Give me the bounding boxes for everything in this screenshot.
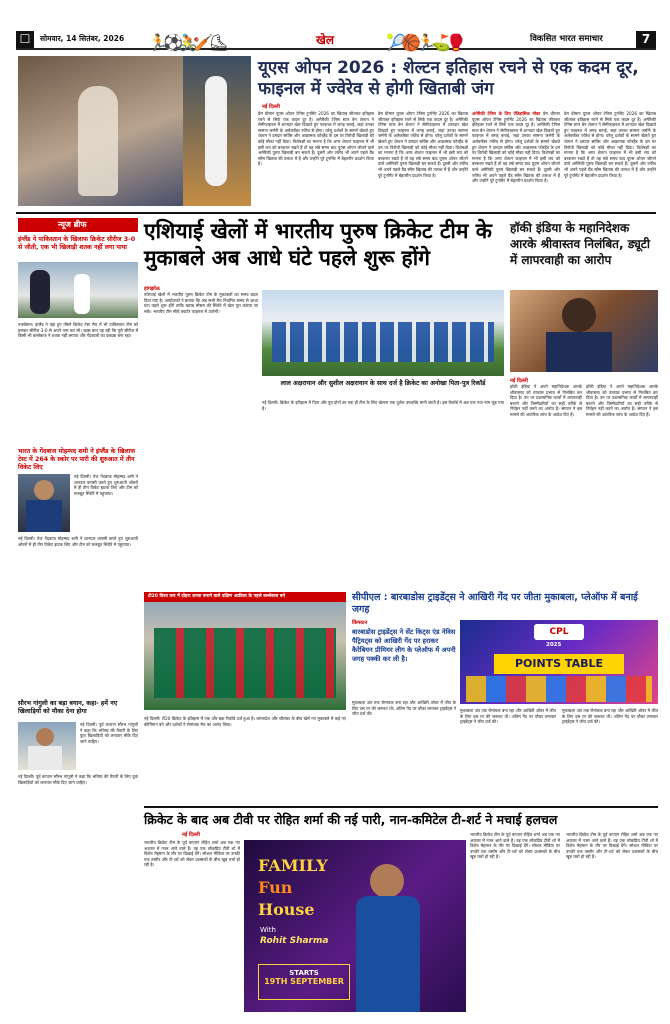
news-brief-label: न्यूज ब्रीफ	[18, 218, 138, 232]
us-open-body-col2: प्रेम धीमान यूएस ओपन टेनिस टूर्नामेंट 2026 का खिताब जीतकर इतिहास रचने से सिर्फ एक कदम दूर है। अमेरिकी टेनिस स्टार बेन शेल्टन ने सेमीफाइनल में शानदार खेल दिखाते हुए फाइनल में जगह बनाई, जहां उनका सामना जर्मनी के अलेक्जेंडर ज्वेरेव से होगा। घरेलू दर्शकों के सामने खेलते हुए शेल्टन ने दमदार सर्विस और आक्रामक फोरहैंड के दम पर विरोधी खिलाड़ी को कोई मौका नहीं दिया। विशेषज्ञों का मानना है कि अगर शेल्टन फाइनल में भी इसी लय को बरकरार रखते हैं तो वह लंबे समय बाद यूएस ओपन जीतने वाले अमेरिकी पुरुष खिलाड़ी बन सकते हैं। दूसरी ओर ज्वेरेव भी अपने पहले ग्रैंड स्लैम खिताब की तलाश में हैं और उन्होंने पूरे टूर्नामेंट में बेहतरीन प्रदर्शन किया है।	[378, 111, 468, 178]
banner-line2: Fun	[258, 878, 293, 897]
asian-games-byline: हांगझोऊ	[144, 286, 160, 292]
rohit-headline: क्रिकेट के बाद अब टीवी पर रोहित शर्मा की नई पारी, नान-कमिटेल टी-शर्ट ने मचाई हलचल	[144, 812, 558, 827]
us-open-subhead: अमेरिकी टेनिस के लिए ऐतिहासिक मौका	[472, 111, 541, 116]
sport-silhouettes-left	[146, 33, 296, 52]
banner-name: Rohit Sharma	[260, 936, 329, 946]
rohit-body-col1: भारतीय क्रिकेट टीम के पूर्व कप्तान रोहित शर्मा अब एक नए अवतार में नजर आने वाले हैं। वह एक लोकप्रिय टीवी शो में विशेष मेहमान के तौर पर दिखाई देंगे। सोशल मीडिया पर उनकी एक तस्वीर और टी-शर्ट को लेकर प्रशंसकों के बीच खूब चर्चा हो रही है।	[144, 840, 240, 868]
cpl-logo: CPL	[534, 624, 584, 640]
cpl-body-col3: मुकाबला अंत तक रोमांचक बना रहा और आखिरी ओवर में जीत के लिए दस रन की जरूरत थी। अंतिम गेंद पर चौका लगाकर ट्राइडेंट्स ने जीत दर्ज की।	[562, 708, 658, 725]
us-open-headline: यूएस ओपन 2026 : शेल्टन इतिहास रचने से एक कदम दूर, फाइनल में ज्वेरेव से होगी खिताबी जंग	[258, 58, 639, 99]
us-open-body-col3	[472, 111, 560, 206]
runner-icon: 🏃	[416, 33, 436, 52]
page-number: 7	[636, 31, 656, 48]
masthead	[16, 31, 656, 50]
banner-line3: House	[258, 900, 315, 919]
banner-date-box	[258, 964, 350, 1000]
banner-starts: STARTS	[289, 969, 319, 977]
brief-2-body: नई दिल्ली। तेज गेंदबाज मोहम्मद शमी ने शानदार वापसी करते हुए शुरुआती ओवरों में ही तीन विकेट झटक लिए और टीम को मजबूत स्थिति में पहुंचाया।	[74, 474, 138, 496]
cpl-body-col2: मुकाबला अंत तक रोमांचक बना रहा और आखिरी ओवर में जीत के लिए दस रन की जरूरत थी। अंतिम गेंद पर चौका लगाकर ट्राइडेंट्स ने जीत दर्ज की।	[460, 708, 556, 725]
person-face	[562, 298, 596, 332]
cricket-icon: 🏏	[193, 33, 213, 52]
brief-2-title: भारत के गेंदबाज मोहम्मद शमी ने इंग्लैंड के खिलाफ टेस्ट में 264 के स्कोर पर पारी की शुरुआत में तीन विकेट लिए	[18, 448, 136, 471]
asian-games-photo-caption: लाल अक्षरायान और सुशील अक्षरायान के साथ दर्ज है क्रिकेट का अनोखा पिता-पुत्र रिकॉर्ड	[280, 380, 486, 387]
brief-3-body-cont: नई दिल्ली। पूर्व कप्तान सौरभ गांगुली ने कहा कि भविष्य की तैयारी के लिए युवा खिलाड़ियों को लगातार मौके दिए जाने चाहिए।	[18, 774, 138, 785]
us-open-photo-right	[183, 56, 251, 206]
person-shirt	[28, 746, 62, 770]
golf-icon: ⛳	[431, 33, 451, 52]
cpl-byline: किंग्सटन	[352, 620, 368, 626]
rohit-byline: नई दिल्ली	[182, 832, 200, 838]
brief-3-photo	[18, 722, 76, 770]
brief-1-photo	[18, 262, 138, 318]
us-open-body-col3-text: प्रेम धीमान यूएस ओपन टेनिस टूर्नामेंट 2026 का खिताब जीतकर इतिहास रचने से सिर्फ एक कदम दूर है। अमेरिकी टेनिस स्टार बेन शेल्टन ने सेमीफाइनल में शानदार खेल दिखाते हुए फाइनल में जगह बनाई, जहां उनका सामना जर्मनी के अलेक्जेंडर ज्वेरेव से होगा। घरेलू दर्शकों के सामने खेलते हुए शेल्टन ने दमदार सर्विस और आक्रामक फोरहैंड के दम पर विरोधी खिलाड़ी को कोई मौका नहीं दिया। विशेषज्ञों का मानना है कि अगर शेल्टन फाइनल में भी इसी लय को बरकरार रखते हैं तो वह लंबे समय बाद यूएस ओपन जीतने वाले अमेरिकी पुरुष खिलाड़ी बन सकते हैं। दूसरी ओर ज्वेरेव भी अपने पहले ग्रैंड स्लैम खिताब की तलाश में हैं और उन्होंने पूरे टूर्नामेंट में बेहतरीन प्रदर्शन किया है।	[472, 111, 560, 184]
banner-date: 19TH SEPTEMBER	[264, 977, 344, 986]
brief-1-body: एजबेस्टन। इंग्लैंड ने यहां हुए तीसरे क्रिकेट टेस्ट मैच में भी पाकिस्तान टीम को हराकर सीरीज 3-0 से अपने नाम कर ली। खास बात यह रही कि पूरी सीरीज में किसी भी बल्लेबाज ने शतक नहीं लगाया और गेंदबाजों का दबदबा बना रहा।	[18, 322, 138, 339]
cpl-lead: बारबाडोस ट्राइडेंट्स ने सेंट किट्स एंड नेविस पैट्रियट्स को आखिरी गेंद पर हराकर कैरेबियन प्रीमियर लीग के प्लेऑफ में अपनी जगह पक्की कर ली है।	[352, 628, 456, 663]
asian-games-body-col1: एशियाई खेलों में भारतीय पुरुष क्रिकेट टीम के मुकाबलों का समय बदल दिया गया है। आयोजकों ने बताया कि अब सभी मैच निर्धारित समय से आधा घंटा पहले शुरू होंगे ताकि खराब मौसम की स्थिति में खेल पूरा कराया जा सके। भारतीय टीम सीधे क्वार्टर फाइनल में उतरेगी।	[144, 292, 258, 314]
us-open-photo-left	[18, 56, 183, 206]
us-open-body-col4: प्रेम धीमान यूएस ओपन टेनिस टूर्नामेंट 2026 का खिताब जीतकर इतिहास रचने से सिर्फ एक कदम दूर है। अमेरिकी टेनिस स्टार बेन शेल्टन ने सेमीफाइनल में शानदार खेल दिखाते हुए फाइनल में जगह बनाई, जहां उनका सामना जर्मनी के अलेक्जेंडर ज्वेरेव से होगा। घरेलू दर्शकों के सामने खेलते हुए शेल्टन ने दमदार सर्विस और आक्रामक फोरहैंड के दम पर विरोधी खिलाड़ी को कोई मौका नहीं दिया। विशेषज्ञों का मानना है कि अगर शेल्टन फाइनल में भी इसी लय को बरकरार रखते हैं तो वह लंबे समय बाद यूएस ओपन जीतने वाले अमेरिकी पुरुष खिलाड़ी बन सकते हैं। दूसरी ओर ज्वेरेव भी अपने पहले ग्रैंड स्लैम खिताब की तलाश में हैं और उन्होंने पूरे टूर्नामेंट में बेहतरीन प्रदर्शन किया है।	[564, 111, 656, 178]
us-open-body-col1: प्रेम धीमान यूएस ओपन टेनिस टूर्नामेंट 2026 का खिताब जीतकर इतिहास रचने से सिर्फ एक कदम दूर है। अमेरिकी टेनिस स्टार बेन शेल्टन ने सेमीफाइनल में शानदार खेल दिखाते हुए फाइनल में जगह बनाई, जहां उनका सामना जर्मनी के अलेक्जेंडर ज्वेरेव से होगा। घरेलू दर्शकों के सामने खेलते हुए शेल्टन ने दमदार सर्विस और आक्रामक फोरहैंड के दम पर विरोधी खिलाड़ी को कोई मौका नहीं दिया। विशेषज्ञों का मानना है कि अगर शेल्टन फाइनल में भी इसी लय को बरकरार रखते हैं तो वह लंबे समय बाद यूएस ओपन जीतने वाले अमेरिकी पुरुष खिलाड़ी बन सकते हैं। दूसरी ओर ज्वेरेव भी अपने पहले ग्रैंड स्लैम खिताब की तलाश में हैं और उन्होंने पूरे टूर्नामेंट में बेहतरीन प्रदर्शन किया है।	[258, 111, 374, 167]
banner-line1: FAMILY	[258, 856, 328, 875]
player-figure	[74, 274, 90, 314]
person-suit	[546, 332, 612, 372]
person-face	[36, 728, 54, 746]
asian-games-team-photo	[262, 290, 504, 376]
divider	[16, 212, 656, 214]
hockey-headline: हॉकी इंडिया के महानिदेशक आरके श्रीवास्तव निलंबित, ड्यूटी में लापरवाही का आरोप	[510, 221, 650, 267]
brief-1-title: इंग्लैंड ने पाकिस्तान के खिलाफ क्रिकेट सीरीज 3-0 से जीती, एक भी खिलाड़ी शतक नहीं लगा पाया	[18, 236, 136, 251]
player-figure	[30, 270, 50, 314]
hockey-photo	[510, 290, 658, 372]
world-cup-banner: टी20 विश्व कप में दोहरा शतक बनाने वाले दक्षिण अफ्रीका के पहले बल्लेबाज बने	[144, 592, 346, 602]
player-figure	[205, 76, 227, 186]
issue-date: सोमवार, 14 सितंबर, 2026	[40, 34, 125, 43]
paper-name: विकसित भारत समाचार	[530, 34, 603, 44]
player-face	[34, 480, 54, 500]
cpl-year: 2025	[546, 642, 562, 648]
players-group	[154, 628, 336, 698]
asian-games-caption-body: नई दिल्ली। क्रिकेट के इतिहास में पिता और पुत्र दोनों का एक ही टीम के लिए खेलना एक दुर्लभ उपलब्धि मानी जाती है। इस रिकॉर्ड में अब एक नया नाम जुड़ गया है।	[262, 400, 504, 411]
brief-2-photo	[18, 474, 70, 532]
skating-icon: ⛸	[208, 33, 229, 52]
hockey-body-col1: हॉकी इंडिया ने अपने महानिदेशक आरके श्रीवास्तव को तत्काल प्रभाव से निलंबित कर दिया है। उन पर प्रशासनिक कार्यों में लापरवाही बरतने और जिम्मेदारियों का सही तरीके से निर्वहन नहीं करने का आरोप है। संगठन ने इस मामले की आंतरिक जांच के आदेश दिए हैं।	[510, 384, 582, 417]
world-cup-photo	[144, 602, 346, 710]
sport-silhouettes-right	[384, 33, 524, 52]
banner-with: With	[260, 926, 276, 934]
brief-2-body-cont: नई दिल्ली। तेज गेंदबाज मोहम्मद शमी ने शानदार वापसी करते हुए शुरुआती ओवरों में ही तीन विकेट झटक लिए और टीम को मजबूत स्थिति में पहुंचाया।	[18, 536, 138, 547]
runner-icon: 🏃	[148, 33, 168, 52]
person-shirt	[356, 896, 420, 1012]
players-row	[272, 322, 494, 362]
tennis-icon: 🎾	[386, 33, 406, 52]
football-icon: ⚽	[163, 33, 183, 52]
family-fun-house-banner	[244, 840, 466, 1012]
rohit-body-col2: भारतीय क्रिकेट टीम के पूर्व कप्तान रोहित शर्मा अब एक नए अवतार में नजर आने वाले हैं। वह एक लोकप्रिय टीवी शो में विशेष मेहमान के तौर पर दिखाई देंगे। सोशल मीडिया पर उनकी एक तस्वीर और टी-शर्ट को लेकर प्रशंसकों के बीच खूब चर्चा हो रही है।	[470, 832, 560, 860]
cycling-icon: 🚴	[178, 33, 198, 52]
player-jersey	[26, 500, 62, 532]
cpl-body-col1: मुकाबला अंत तक रोमांचक बना रहा और आखिरी ओवर में जीत के लिए दस रन की जरूरत थी। अंतिम गेंद पर चौका लगाकर ट्राइडेंट्स ने जीत दर्ज की।	[352, 700, 456, 717]
cpl-graphic	[460, 620, 658, 704]
rohit-body-col3: भारतीय क्रिकेट टीम के पूर्व कप्तान रोहित शर्मा अब एक नए अवतार में नजर आने वाले हैं। वह एक लोकप्रिय टीवी शो में विशेष मेहमान के तौर पर दिखाई देंगे। सोशल मीडिया पर उनकी एक तस्वीर और टी-शर्ट को लेकर प्रशंसकों के बीच खूब चर्चा हो रही है।	[566, 832, 658, 860]
divider	[144, 806, 658, 808]
brief-3-title: सौरभ गांगुली का बड़ा बयान, कहा- हमें नए खिलाड़ियों को मौका देना होगा	[18, 700, 118, 715]
hockey-byline: नई दिल्ली	[510, 378, 528, 384]
section-title: खेल	[316, 33, 334, 47]
person-face	[370, 864, 404, 898]
player-figure	[78, 86, 118, 196]
brief-3-body: नई दिल्ली। पूर्व कप्तान सौरभ गांगुली ने कहा कि भविष्य की तैयारी के लिए युवा खिलाड़ियों को लगातार मौके दिए जाने चाहिए।	[80, 722, 138, 744]
cpl-players-strip	[466, 676, 652, 702]
cpl-headline: सीपीएल : बारबाडोस ट्राइडेंट्स ने आखिरी गेंद पर जीता मुकाबला, प्लेऑफ में बनाई जगह	[352, 592, 638, 615]
cpl-points-table-title: POINTS TABLE	[494, 654, 624, 674]
masthead-left-icon: ☐	[16, 31, 34, 48]
hockey-body-col2: हॉकी इंडिया ने अपने महानिदेशक आरके श्रीवास्तव को तत्काल प्रभाव से निलंबित कर दिया है। उन पर प्रशासनिक कार्यों में लापरवाही बरतने और जिम्मेदारियों का सही तरीके से निर्वहन नहीं करने का आरोप है। संगठन ने इस मामले की आंतरिक जांच के आदेश दिए हैं।	[586, 384, 658, 417]
world-cup-body: नई दिल्ली। टी20 क्रिकेट के इतिहास में एक और बड़ा रिकॉर्ड दर्ज हुआ है। बांग्लादेश और श्रीलंका के बीच खेले गए मुकाबले में कई नए कीर्तिमान बने और दर्शकों ने रोमांचक मैच का आनंद लिया।	[144, 716, 346, 727]
us-open-byline: नई दिल्ली	[262, 104, 280, 110]
basketball-icon: 🏀	[401, 33, 421, 52]
boxing-icon: 🥊	[446, 33, 466, 52]
asian-games-headline: एशियाई खेलों में भारतीय पुरुष क्रिकेट टीम के मुकाबले अब आधे घंटे पहले शुरू होंगे	[144, 219, 492, 270]
